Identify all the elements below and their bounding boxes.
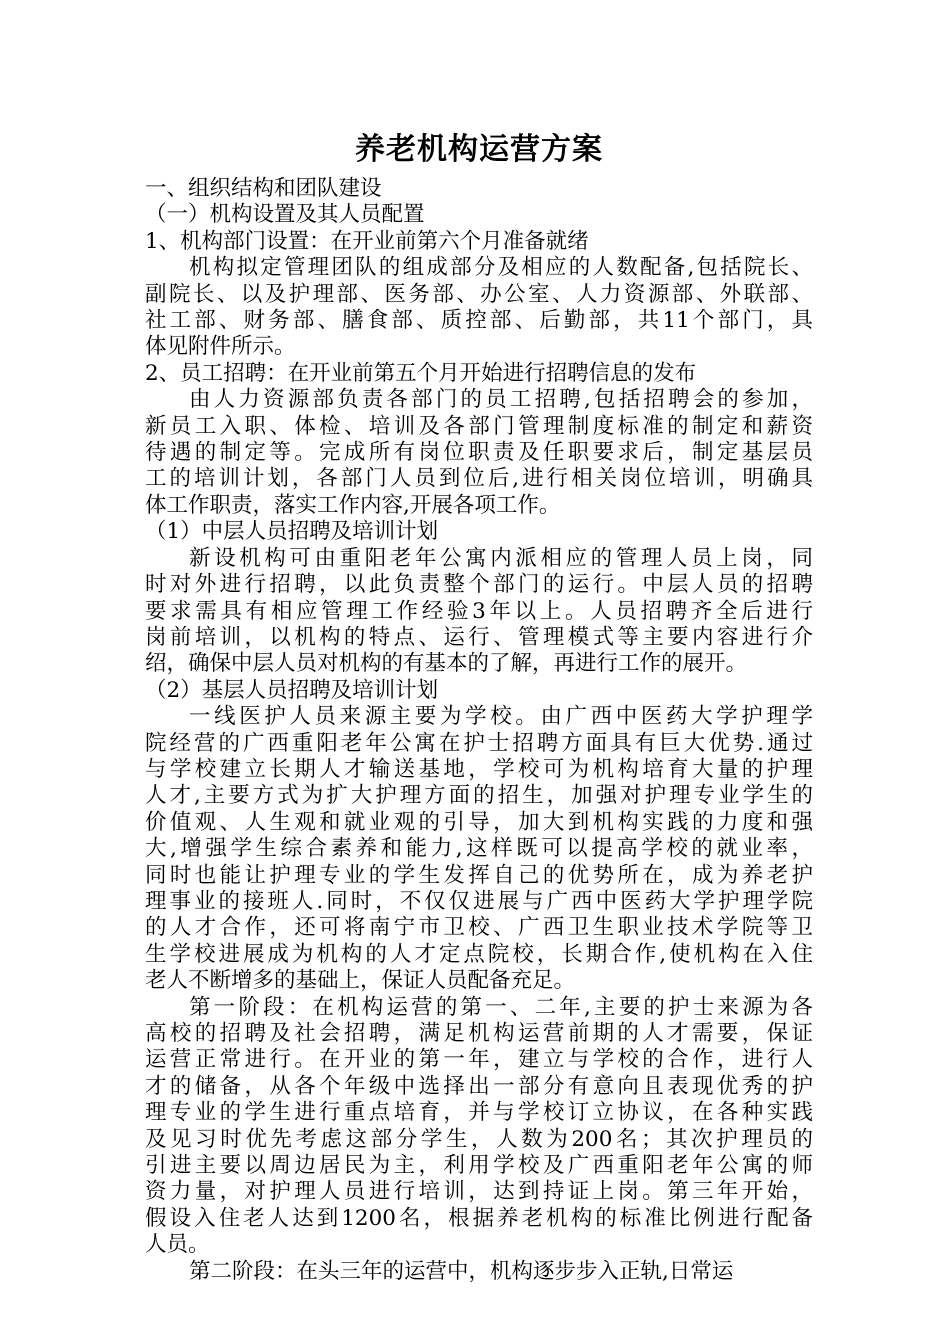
paragraph-line: 老人不断增多的基础上，保证人员配备充足。: [145, 968, 576, 994]
paragraph-line: 资力量，对护理人员进行培训，达到持证上岗。第三年开始，: [145, 1179, 813, 1205]
paragraph-line: 运营正常进行。在开业的第一年，建立与学校的合作，进行人: [145, 1047, 813, 1073]
paragraph-line: 理专业的学生进行重点培育，并与学校订立协议，在各种实践: [145, 1100, 813, 1126]
paragraph-line: 生学校进展成为机构的人才定点院校，长期合作,使机构在入住: [145, 941, 813, 967]
paragraph-line: 新设机构可由重阳老年公寓内派相应的管理人员上岗，同: [189, 545, 813, 571]
paragraph-line: 体见附件所示。: [145, 334, 296, 360]
paragraph-line: 体工作职责，落实工作内容,开展各项工作。: [145, 492, 561, 518]
paragraph-line: 理事业的接班人.同时，不仅仅进展与广西中医药大学护理学院: [145, 888, 813, 914]
paragraph-line: 院经营的广西重阳老年公寓在护士招聘方面具有巨大优势.通过: [145, 730, 813, 756]
paragraph-line: 人才,主要方式为扩大护理方面的招生，加强对护理专业学生的: [145, 783, 813, 809]
paragraph-line: 社工部、财务部、膳食部、质控部、后勤部，共11个部门，具: [145, 308, 813, 334]
paragraph-line: 及见习时优先考虑这部分学生，人数为200名；其次护理员的: [145, 1126, 813, 1152]
document-page: [145, 128, 813, 1285]
paragraph-line: 副院长、以及护理部、医务部、办公室、人力资源部、外联部、: [145, 281, 813, 307]
paragraph-line: 岗前培训，以机构的特点、运行、管理模式等主要内容进行介: [145, 624, 813, 650]
paragraph-line: 同时也能让护理专业的学生发挥自己的优势所在，成为养老护: [145, 862, 813, 888]
paragraph-line: 人员。: [145, 1232, 210, 1258]
paragraph-line: 才的储备，从各个年级中选择出一部分有意向且表现优秀的护: [145, 1073, 813, 1099]
paragraph-line: 绍，确保中层人员对机构的有基本的了解，再进行工作的展开。: [145, 651, 748, 677]
paragraph-line: 新员工入职、体检、培训及各部门管理制度标准的制定和薪资: [145, 413, 813, 439]
paragraph-line: 第一阶段：在机构运营的第一、二年,主要的护士来源为各: [189, 994, 813, 1020]
subsection-heading: （一）机构设置及其人员配置: [145, 202, 425, 228]
paragraph-line: 由人力资源部负责各部门的员工招聘,包括招聘会的参加，: [189, 387, 813, 413]
paragraph-line: 引进主要以周边居民为主，利用学校及广西重阳老年公寓的师: [145, 1153, 813, 1179]
paragraph-line: 时对外进行招聘，以此负责整个部门的运行。中层人员的招聘: [145, 572, 813, 598]
item-heading: 2、员工招聘：在开业前第五个月开始进行招聘信息的发布: [145, 360, 697, 386]
paragraph-line: 要求需具有相应管理工作经验3年以上。人员招聘齐全后进行: [145, 598, 813, 624]
document-title: 养老机构运营方案: [355, 132, 603, 167]
paragraph-line: 与学校建立长期人才输送基地，学校可为机构培育大量的护理: [145, 756, 813, 782]
paragraph-line: 工的培训计划，各部门人员到位后,进行相关岗位培训，明确具: [145, 466, 813, 492]
paragraph-line: 机构拟定管理团队的组成部分及相应的人数配备,包括院长、: [189, 255, 813, 281]
paragraph-line: 第二阶段：在头三年的运营中，机构逐步步入正轨,日常运: [189, 1258, 734, 1284]
subsection-heading: （1）中层人员招聘及培训计划: [145, 519, 439, 545]
paragraph-line: 价值观、人生观和就业观的引导，加大到机构实践的力度和强: [145, 809, 813, 835]
paragraph-line: 假设入住老人达到1200名，根据养老机构的标准比例进行配备: [145, 1205, 813, 1231]
paragraph-line: 一线医护人员来源主要为学校。由广西中医药大学护理学: [189, 704, 813, 730]
subsection-heading: （2）基层人员招聘及培训计划: [145, 677, 439, 703]
paragraph-line: 高校的招聘及社会招聘，满足机构运营前期的人才需要，保证: [145, 1021, 813, 1046]
paragraph-line: 待遇的制定等。完成所有岗位职责及任职要求后，制定基层员: [145, 440, 813, 466]
section-heading: 一、组织结构和团队建设: [145, 176, 382, 201]
paragraph-line: 的人才合作，还可将南宁市卫校、广西卫生职业技术学院等卫: [145, 915, 813, 941]
item-heading: 1、机构部门设置：在开业前第六个月准备就绪: [145, 228, 589, 254]
paragraph-line: 大,增强学生综合素养和能力,这样既可以提高学校的就业率，: [145, 836, 813, 862]
